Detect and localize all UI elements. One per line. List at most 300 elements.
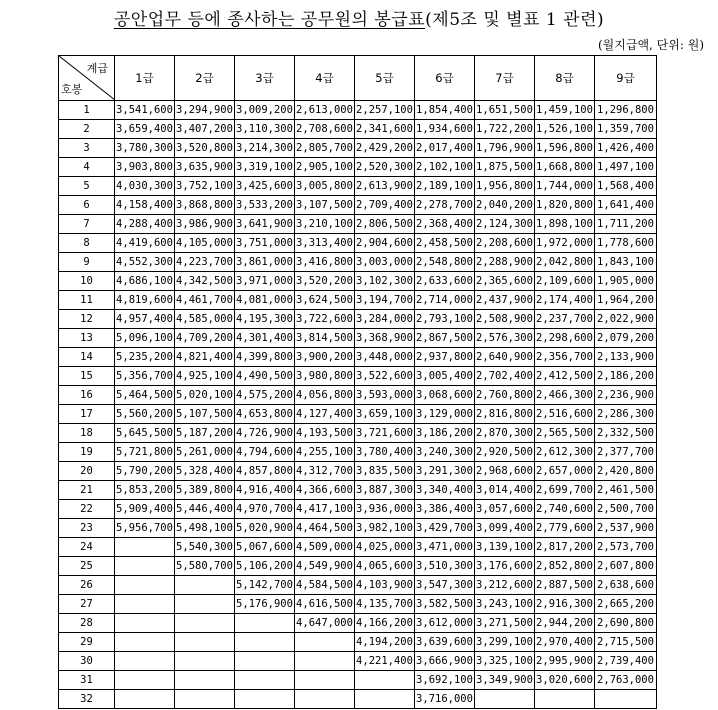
- salary-cell: 4,166,200: [355, 614, 415, 633]
- salary-cell: 5,328,400: [175, 462, 235, 481]
- salary-cell: 5,721,800: [115, 443, 175, 462]
- salary-cell: 3,522,600: [355, 367, 415, 386]
- salary-cell: 2,257,100: [355, 101, 415, 120]
- salary-cell: 1,641,400: [595, 196, 657, 215]
- salary-cell: 2,565,500: [535, 424, 595, 443]
- salary-cell: 3,582,500: [415, 595, 475, 614]
- salary-cell: 1,934,600: [415, 120, 475, 139]
- salary-cell: 5,464,500: [115, 386, 175, 405]
- salary-cell: 4,025,000: [355, 538, 415, 557]
- salary-cell: 5,909,400: [115, 500, 175, 519]
- salary-cell: [175, 690, 235, 709]
- step-cell: 23: [59, 519, 115, 538]
- salary-cell: 5,142,700: [235, 576, 295, 595]
- table-row: [59, 462, 657, 481]
- salary-cell: 2,867,500: [415, 329, 475, 348]
- table-row: [59, 291, 657, 310]
- salary-cell: 3,541,600: [115, 101, 175, 120]
- salary-cell: 2,356,700: [535, 348, 595, 367]
- salary-cell: 2,109,600: [535, 272, 595, 291]
- salary-cell: 4,575,200: [235, 386, 295, 405]
- salary-cell: 3,639,600: [415, 633, 475, 652]
- salary-cell: 2,613,000: [295, 101, 355, 120]
- table-row: [59, 177, 657, 196]
- salary-cell: 3,835,500: [355, 462, 415, 481]
- step-cell: 31: [59, 671, 115, 690]
- salary-cell: [235, 652, 295, 671]
- step-cell: 4: [59, 158, 115, 177]
- salary-cell: 2,040,200: [475, 196, 535, 215]
- salary-cell: 4,194,200: [355, 633, 415, 652]
- salary-cell: [295, 671, 355, 690]
- salary-cell: 2,017,400: [415, 139, 475, 158]
- salary-cell: 4,056,800: [295, 386, 355, 405]
- salary-cell: 2,079,200: [595, 329, 657, 348]
- salary-cell: 2,429,200: [355, 139, 415, 158]
- salary-cell: 1,497,100: [595, 158, 657, 177]
- grade-header: 2급: [175, 56, 235, 101]
- salary-cell: 5,580,700: [175, 557, 235, 576]
- table-row: [59, 652, 657, 671]
- salary-cell: 1,459,100: [535, 101, 595, 120]
- salary-cell: 2,500,700: [595, 500, 657, 519]
- salary-cell: 2,286,300: [595, 405, 657, 424]
- salary-cell: 2,612,300: [535, 443, 595, 462]
- salary-cell: 3,659,100: [355, 405, 415, 424]
- salary-cell: 5,389,800: [175, 481, 235, 500]
- salary-cell: 2,805,700: [295, 139, 355, 158]
- salary-cell: 5,446,400: [175, 500, 235, 519]
- step-cell: 18: [59, 424, 115, 443]
- salary-cell: [175, 652, 235, 671]
- salary-cell: 3,716,000: [415, 690, 475, 709]
- salary-cell: 5,020,100: [175, 386, 235, 405]
- step-cell: 15: [59, 367, 115, 386]
- salary-cell: 2,377,700: [595, 443, 657, 462]
- salary-cell: 3,612,000: [415, 614, 475, 633]
- salary-cell: 4,081,000: [235, 291, 295, 310]
- step-axis-label: 호봉: [61, 83, 83, 96]
- salary-cell: 1,568,400: [595, 177, 657, 196]
- salary-cell: 3,340,400: [415, 481, 475, 500]
- salary-cell: [115, 652, 175, 671]
- salary-cell: 1,854,400: [415, 101, 475, 120]
- salary-cell: [295, 652, 355, 671]
- salary-cell: 4,417,100: [295, 500, 355, 519]
- table-row: [59, 633, 657, 652]
- salary-cell: 2,816,800: [475, 405, 535, 424]
- salary-cell: 4,794,600: [235, 443, 295, 462]
- salary-cell: 2,793,100: [415, 310, 475, 329]
- salary-cell: 3,425,600: [235, 177, 295, 196]
- table-row: [59, 234, 657, 253]
- step-cell: 7: [59, 215, 115, 234]
- table-row: [59, 196, 657, 215]
- salary-cell: 2,516,600: [535, 405, 595, 424]
- step-cell: 9: [59, 253, 115, 272]
- salary-cell: 2,740,600: [535, 500, 595, 519]
- salary-cell: 3,005,800: [295, 177, 355, 196]
- salary-cell: 3,057,600: [475, 500, 535, 519]
- salary-cell: 4,135,700: [355, 595, 415, 614]
- salary-cell: 2,278,700: [415, 196, 475, 215]
- step-cell: 20: [59, 462, 115, 481]
- table-body: [59, 101, 657, 709]
- step-cell: 1: [59, 101, 115, 120]
- salary-cell: 2,042,800: [535, 253, 595, 272]
- salary-cell: 3,980,800: [295, 367, 355, 386]
- salary-cell: [295, 633, 355, 652]
- step-cell: 12: [59, 310, 115, 329]
- salary-cell: 4,158,400: [115, 196, 175, 215]
- table-row: [59, 348, 657, 367]
- table-row: [59, 424, 657, 443]
- salary-cell: 1,359,700: [595, 120, 657, 139]
- salary-cell: 4,925,100: [175, 367, 235, 386]
- document-title: [0, 5, 718, 30]
- salary-cell: 2,208,600: [475, 234, 535, 253]
- table-row: [59, 253, 657, 272]
- salary-cell: 4,288,400: [115, 215, 175, 234]
- salary-cell: 2,887,500: [535, 576, 595, 595]
- grade-axis-label: 계급: [86, 62, 108, 75]
- salary-cell: 5,096,100: [115, 329, 175, 348]
- salary-cell: 1,778,600: [595, 234, 657, 253]
- salary-cell: 3,005,400: [415, 367, 475, 386]
- salary-cell: 4,127,400: [295, 405, 355, 424]
- step-cell: 16: [59, 386, 115, 405]
- salary-cell: 5,107,500: [175, 405, 235, 424]
- grade-header: 8급: [535, 56, 595, 101]
- salary-cell: 3,294,900: [175, 101, 235, 120]
- salary-cell: 2,806,500: [355, 215, 415, 234]
- salary-cell: 2,420,800: [595, 462, 657, 481]
- salary-cell: 2,920,500: [475, 443, 535, 462]
- salary-cell: 3,194,700: [355, 291, 415, 310]
- step-cell: 21: [59, 481, 115, 500]
- salary-cell: [175, 576, 235, 595]
- salary-cell: [535, 690, 595, 709]
- salary-cell: 3,971,000: [235, 272, 295, 291]
- corner-cell: [59, 56, 115, 101]
- salary-cell: 2,708,600: [295, 120, 355, 139]
- salary-cell: 2,508,900: [475, 310, 535, 329]
- salary-cell: 4,857,800: [235, 462, 295, 481]
- salary-cell: 4,193,500: [295, 424, 355, 443]
- step-cell: 6: [59, 196, 115, 215]
- salary-cell: 2,607,800: [595, 557, 657, 576]
- step-cell: 3: [59, 139, 115, 158]
- table-row: [59, 557, 657, 576]
- salary-cell: 3,510,300: [415, 557, 475, 576]
- step-cell: 32: [59, 690, 115, 709]
- salary-cell: 3,368,900: [355, 329, 415, 348]
- salary-cell: 2,412,500: [535, 367, 595, 386]
- salary-cell: 3,068,600: [415, 386, 475, 405]
- salary-cell: 5,540,300: [175, 538, 235, 557]
- salary-cell: 4,509,000: [295, 538, 355, 557]
- salary-cell: 3,429,700: [415, 519, 475, 538]
- salary-cell: [115, 595, 175, 614]
- salary-cell: 4,105,000: [175, 234, 235, 253]
- salary-cell: 3,319,100: [235, 158, 295, 177]
- table-row: [59, 690, 657, 709]
- salary-cell: 2,461,500: [595, 481, 657, 500]
- salary-cell: 2,904,600: [355, 234, 415, 253]
- salary-cell: 1,820,800: [535, 196, 595, 215]
- salary-cell: 3,533,200: [235, 196, 295, 215]
- table-row: [59, 386, 657, 405]
- salary-cell: 1,651,500: [475, 101, 535, 120]
- step-cell: 29: [59, 633, 115, 652]
- table-row: [59, 367, 657, 386]
- title-main: 공안업무 등에 종사하는 공무원의 봉급표: [113, 10, 426, 30]
- salary-cell: 2,189,100: [415, 177, 475, 196]
- step-cell: 27: [59, 595, 115, 614]
- grade-header: 5급: [355, 56, 415, 101]
- salary-cell: 1,296,800: [595, 101, 657, 120]
- table-row: [59, 158, 657, 177]
- salary-cell: 1,898,100: [535, 215, 595, 234]
- step-cell: 11: [59, 291, 115, 310]
- salary-cell: 2,870,300: [475, 424, 535, 443]
- salary-cell: 2,739,400: [595, 652, 657, 671]
- salary-cell: 5,235,200: [115, 348, 175, 367]
- salary-cell: 5,187,200: [175, 424, 235, 443]
- salary-cell: 4,312,700: [295, 462, 355, 481]
- salary-cell: [175, 633, 235, 652]
- salary-cell: 3,448,000: [355, 348, 415, 367]
- salary-cell: 3,593,000: [355, 386, 415, 405]
- salary-cell: 2,332,500: [595, 424, 657, 443]
- salary-cell: 3,176,600: [475, 557, 535, 576]
- salary-cell: 2,613,900: [355, 177, 415, 196]
- salary-cell: [355, 671, 415, 690]
- salary-cell: 5,790,200: [115, 462, 175, 481]
- salary-cell: 4,653,800: [235, 405, 295, 424]
- salary-cell: 3,722,600: [295, 310, 355, 329]
- salary-cell: 3,986,900: [175, 215, 235, 234]
- salary-cell: 3,299,100: [475, 633, 535, 652]
- salary-cell: 2,714,000: [415, 291, 475, 310]
- salary-cell: 3,020,600: [535, 671, 595, 690]
- salary-cell: [175, 671, 235, 690]
- salary-cell: 2,548,800: [415, 253, 475, 272]
- salary-cell: 2,995,900: [535, 652, 595, 671]
- salary-cell: 4,490,500: [235, 367, 295, 386]
- salary-cell: 1,956,800: [475, 177, 535, 196]
- salary-cell: 2,133,900: [595, 348, 657, 367]
- step-cell: 14: [59, 348, 115, 367]
- salary-cell: 2,341,600: [355, 120, 415, 139]
- salary-cell: 2,520,300: [355, 158, 415, 177]
- salary-cell: 2,640,900: [475, 348, 535, 367]
- salary-cell: 3,814,500: [295, 329, 355, 348]
- salary-cell: 1,711,200: [595, 215, 657, 234]
- salary-cell: 5,261,000: [175, 443, 235, 462]
- salary-cell: 4,301,400: [235, 329, 295, 348]
- salary-cell: 2,576,300: [475, 329, 535, 348]
- salary-cell: 2,970,400: [535, 633, 595, 652]
- salary-cell: 4,585,000: [175, 310, 235, 329]
- salary-cell: 2,702,400: [475, 367, 535, 386]
- salary-cell: [235, 690, 295, 709]
- table-row: [59, 215, 657, 234]
- table-row: [59, 310, 657, 329]
- salary-cell: 1,875,500: [475, 158, 535, 177]
- salary-cell: 1,796,900: [475, 139, 535, 158]
- header-row: [59, 56, 657, 101]
- table-row: [59, 139, 657, 158]
- salary-cell: 3,325,100: [475, 652, 535, 671]
- salary-cell: 4,584,500: [295, 576, 355, 595]
- salary-cell: 3,240,300: [415, 443, 475, 462]
- salary-cell: 3,635,900: [175, 158, 235, 177]
- step-cell: 17: [59, 405, 115, 424]
- salary-cell: [355, 690, 415, 709]
- salary-cell: 2,638,600: [595, 576, 657, 595]
- grade-header: 9급: [595, 56, 657, 101]
- salary-cell: 2,298,600: [535, 329, 595, 348]
- table-row: [59, 595, 657, 614]
- salary-cell: [235, 633, 295, 652]
- salary-cell: 3,107,500: [295, 196, 355, 215]
- salary-cell: 2,760,800: [475, 386, 535, 405]
- salary-cell: 2,665,200: [595, 595, 657, 614]
- salary-cell: 2,022,900: [595, 310, 657, 329]
- step-cell: 10: [59, 272, 115, 291]
- salary-cell: 4,549,900: [295, 557, 355, 576]
- salary-cell: 4,819,600: [115, 291, 175, 310]
- salary-cell: 2,937,800: [415, 348, 475, 367]
- step-cell: 2: [59, 120, 115, 139]
- salary-cell: 3,887,300: [355, 481, 415, 500]
- salary-cell: 3,520,200: [295, 272, 355, 291]
- salary-cell: 3,666,900: [415, 652, 475, 671]
- salary-cell: 5,106,200: [235, 557, 295, 576]
- salary-cell: 3,416,800: [295, 253, 355, 272]
- salary-cell: 3,210,100: [295, 215, 355, 234]
- table-row: [59, 272, 657, 291]
- salary-cell: 5,498,100: [175, 519, 235, 538]
- salary-cell: 1,526,100: [535, 120, 595, 139]
- salary-cell: 4,461,700: [175, 291, 235, 310]
- salary-cell: 3,903,800: [115, 158, 175, 177]
- salary-cell: 4,195,300: [235, 310, 295, 329]
- salary-cell: 3,102,300: [355, 272, 415, 291]
- salary-cell: [235, 671, 295, 690]
- unit-note: (월지급액, 단위: 원): [598, 38, 704, 52]
- salary-cell: 4,030,300: [115, 177, 175, 196]
- salary-cell: 5,020,900: [235, 519, 295, 538]
- salary-cell: 5,356,700: [115, 367, 175, 386]
- salary-cell: 2,288,900: [475, 253, 535, 272]
- salary-cell: 3,547,300: [415, 576, 475, 595]
- table-row: [59, 671, 657, 690]
- salary-cell: 2,537,900: [595, 519, 657, 538]
- table-row: [59, 101, 657, 120]
- grade-header: 6급: [415, 56, 475, 101]
- salary-cell: 2,633,600: [415, 272, 475, 291]
- salary-cell: 2,916,300: [535, 595, 595, 614]
- salary-cell: 3,139,100: [475, 538, 535, 557]
- salary-cell: 4,821,400: [175, 348, 235, 367]
- salary-cell: 3,009,200: [235, 101, 295, 120]
- salary-cell: 3,284,000: [355, 310, 415, 329]
- salary-cell: 4,342,500: [175, 272, 235, 291]
- salary-cell: 3,780,400: [355, 443, 415, 462]
- salary-cell: 3,386,400: [415, 500, 475, 519]
- table-row: [59, 120, 657, 139]
- salary-cell: [115, 576, 175, 595]
- salary-cell: 3,900,200: [295, 348, 355, 367]
- salary-cell: 3,014,400: [475, 481, 535, 500]
- salary-cell: 1,668,800: [535, 158, 595, 177]
- salary-cell: 3,313,400: [295, 234, 355, 253]
- salary-cell: 3,003,000: [355, 253, 415, 272]
- salary-cell: 3,271,500: [475, 614, 535, 633]
- salary-cell: 3,659,400: [115, 120, 175, 139]
- salary-cell: [115, 633, 175, 652]
- salary-cell: 3,407,200: [175, 120, 235, 139]
- salary-cell: 4,366,600: [295, 481, 355, 500]
- grade-header: 1급: [115, 56, 175, 101]
- salary-cell: 2,905,100: [295, 158, 355, 177]
- salary-cell: 3,752,100: [175, 177, 235, 196]
- salary-cell: [175, 595, 235, 614]
- salary-cell: 3,868,800: [175, 196, 235, 215]
- salary-cell: 1,426,400: [595, 139, 657, 158]
- grade-header: 3급: [235, 56, 295, 101]
- salary-cell: 3,243,100: [475, 595, 535, 614]
- step-cell: 25: [59, 557, 115, 576]
- salary-cell: 5,645,500: [115, 424, 175, 443]
- salary-cell: 4,255,100: [295, 443, 355, 462]
- salary-cell: 1,744,000: [535, 177, 595, 196]
- grade-header: 7급: [475, 56, 535, 101]
- salary-cell: 1,964,200: [595, 291, 657, 310]
- salary-cell: 2,365,600: [475, 272, 535, 291]
- grade-header: 4급: [295, 56, 355, 101]
- step-cell: 24: [59, 538, 115, 557]
- salary-cell: 4,221,400: [355, 652, 415, 671]
- salary-cell: 3,471,000: [415, 538, 475, 557]
- salary-cell: 4,726,900: [235, 424, 295, 443]
- salary-cell: 3,721,600: [355, 424, 415, 443]
- salary-cell: 2,763,000: [595, 671, 657, 690]
- salary-cell: 1,972,000: [535, 234, 595, 253]
- salary-cell: 2,102,100: [415, 158, 475, 177]
- salary-cell: [115, 557, 175, 576]
- salary-cell: 2,779,600: [535, 519, 595, 538]
- salary-cell: 2,368,400: [415, 215, 475, 234]
- salary-cell: 4,970,700: [235, 500, 295, 519]
- salary-cell: 2,174,400: [535, 291, 595, 310]
- salary-cell: 3,751,000: [235, 234, 295, 253]
- salary-cell: 2,709,400: [355, 196, 415, 215]
- salary-cell: 3,861,000: [235, 253, 295, 272]
- salary-cell: 3,349,900: [475, 671, 535, 690]
- salary-cell: 3,110,300: [235, 120, 295, 139]
- step-cell: 22: [59, 500, 115, 519]
- salary-cell: 1,722,200: [475, 120, 535, 139]
- salary-cell: 2,458,500: [415, 234, 475, 253]
- salary-cell: 4,103,900: [355, 576, 415, 595]
- step-cell: 30: [59, 652, 115, 671]
- salary-cell: [295, 690, 355, 709]
- salary-cell: 4,647,000: [295, 614, 355, 633]
- salary-cell: 2,817,200: [535, 538, 595, 557]
